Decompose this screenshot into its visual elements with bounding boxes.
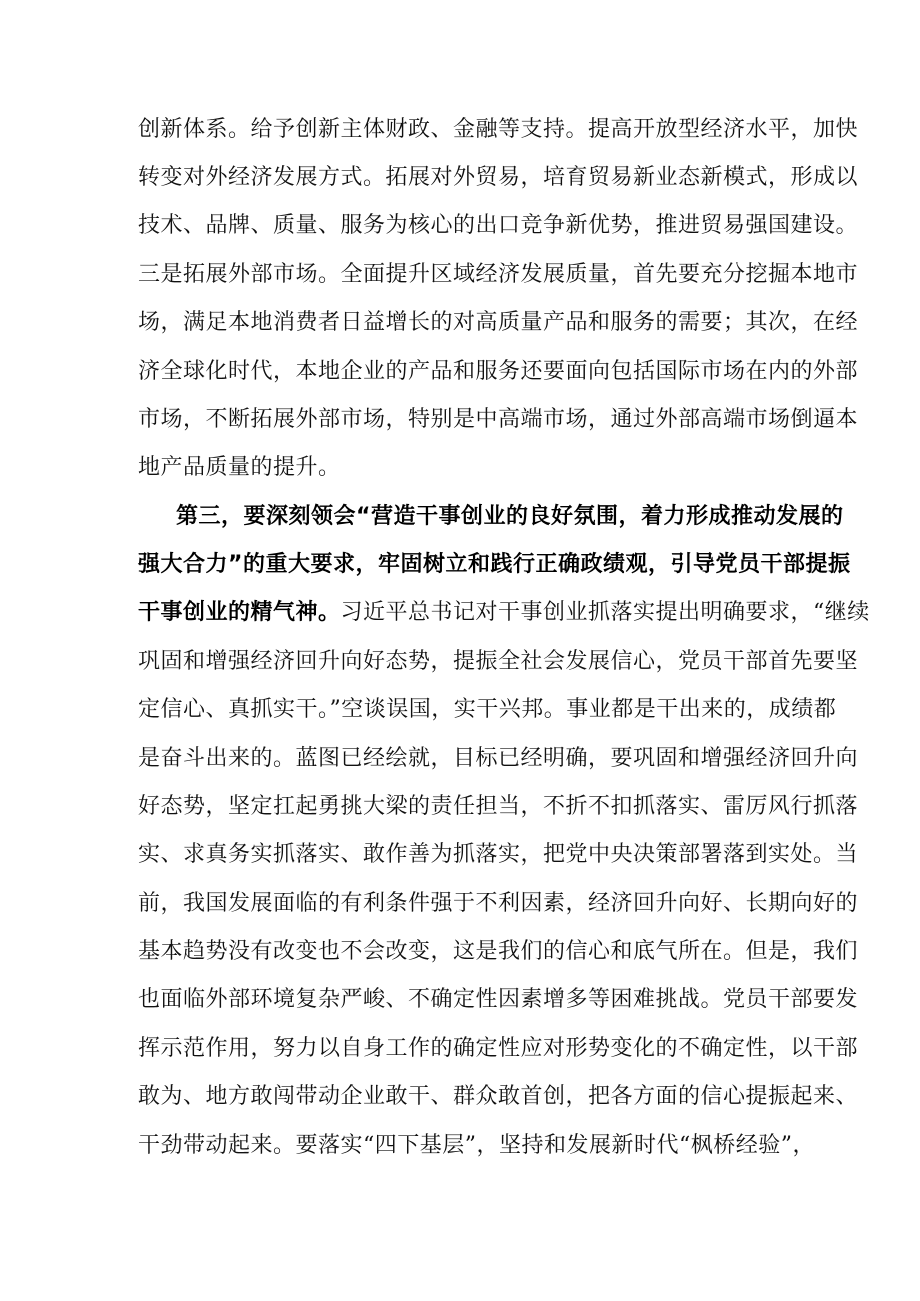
mixed-line bbox=[138, 598, 870, 628]
text-line: 巩固和增强经济回升向好态势，提振全社会发展信心，党员干部首先要坚 bbox=[138, 649, 859, 674]
text-line: 敢为、地方敢闯带动企业敢干、群众敢首创，把各方面的信心提振起来、 bbox=[138, 1084, 859, 1109]
text-line: 前，我国发展面临的有利条件强于不利因素，经济回升向好、长期向好的 bbox=[138, 891, 859, 916]
text-line: 地产品质量的提升。 bbox=[138, 455, 341, 480]
text-line: 实、求真务实抓落实、敢作善为抓落实，把党中央决策部署落到实处。当 bbox=[138, 842, 859, 867]
text-line: 基本趋势没有改变也不会改变，这是我们的信心和底气所在。但是，我们 bbox=[138, 939, 859, 964]
section-heading-end: 干事创业的精气神。 bbox=[138, 600, 341, 625]
text-line: 三是拓展外部市场。全面提升区域经济发展质量，首先要充分挖掘本地市 bbox=[138, 262, 859, 287]
section-heading-line: 强大合力”的重大要求，牢固树立和践行正确政绩观，引导党员干部提振 bbox=[138, 552, 851, 577]
text-line: 转变对外经济发展方式。拓展对外贸易，培育贸易新业态新模式，形成以 bbox=[138, 165, 859, 190]
text-line: 干劲带动起来。要落实“四下基层”，坚持和发展新时代“枫桥经验”， bbox=[138, 1133, 815, 1158]
text-line: 好态势，坚定扛起勇挑大梁的责任担当，不折不扣抓落实、雷厉风行抓落 bbox=[138, 794, 859, 819]
text-line: 挥示范作用，努力以自身工作的确定性应对形势变化的不确定性，以干部 bbox=[138, 1036, 859, 1061]
text-span: 习近平总书记对干事创业抓落实提出明确要求，“继续 bbox=[340, 600, 870, 625]
text-line: 创新体系。给予创新主体财政、金融等支持。提高开放型经济水平，加快 bbox=[138, 117, 859, 142]
text-line: 市场，不断拓展外部市场，特别是中高端市场，通过外部高端市场倒逼本 bbox=[138, 407, 859, 432]
text-line: 是奋斗出来的。蓝图已经绘就，目标已经明确，要巩固和增强经济回升向 bbox=[138, 746, 859, 771]
section-heading-line: 第三，要深刻领会“营造干事创业的良好氛围，着力形成推动发展的 bbox=[176, 504, 844, 529]
text-line: 济全球化时代，本地企业的产品和服务还要面向包括国际市场在内的外部 bbox=[138, 359, 859, 384]
text-line: 技术、品牌、质量、服务为核心的出口竞争新优势，推进贸易强国建设。 bbox=[138, 213, 859, 238]
text-line: 定信心、真抓实干。”空谈误国，实干兴邦。事业都是干出来的，成绩都 bbox=[138, 697, 837, 722]
text-line: 场，满足本地消费者日益增长的对高质量产品和服务的需要；其次，在经 bbox=[138, 310, 859, 335]
text-line: 也面临外部环境复杂严峻、不确定性因素增多等困难挑战。党员干部要发 bbox=[138, 987, 859, 1012]
